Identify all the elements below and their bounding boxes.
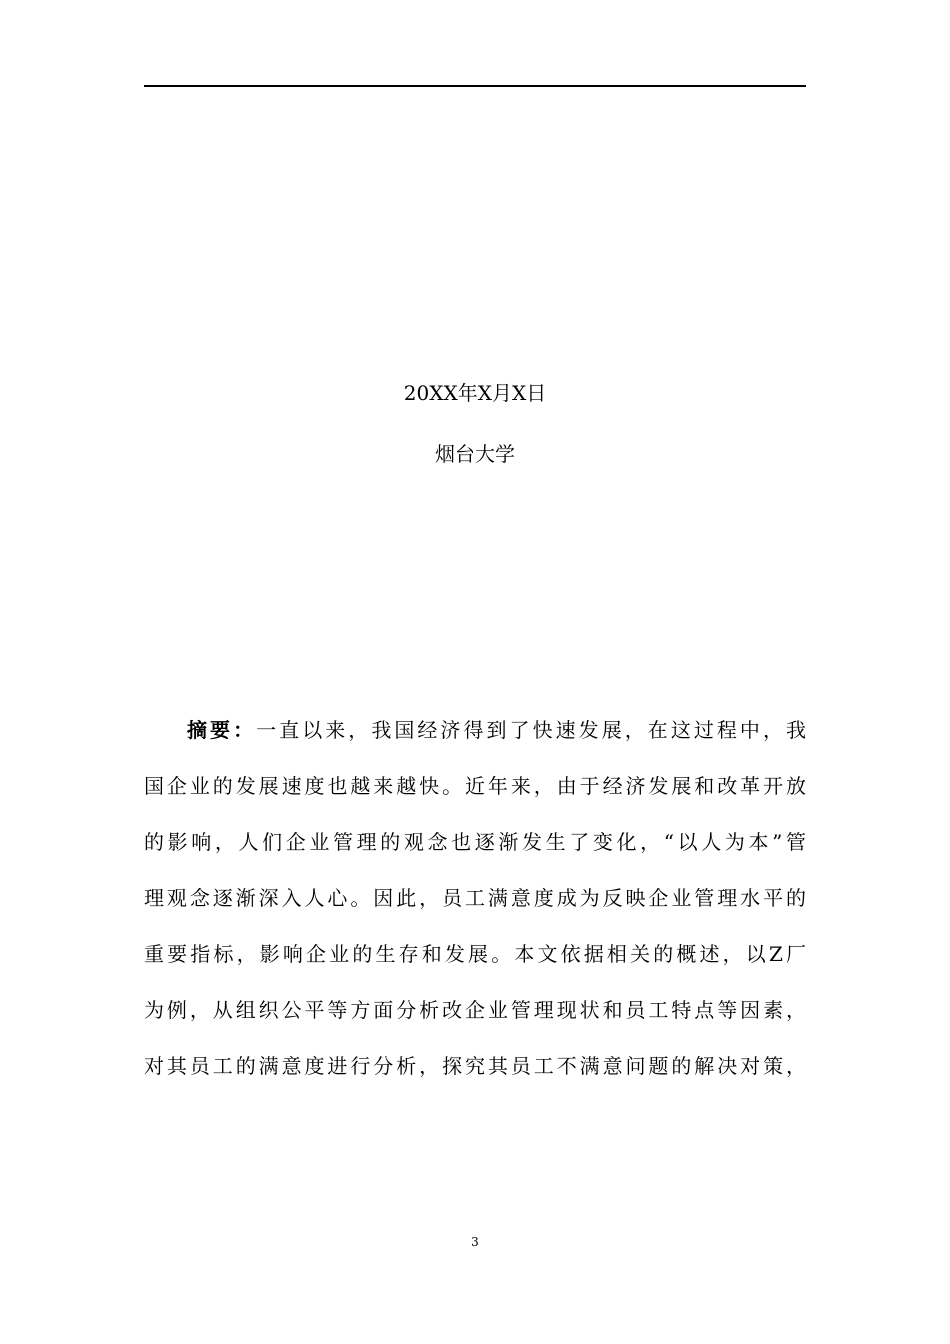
abstract-text-line: 理观念逐渐深入人心。因此，员工满意度成为反映企业管理水平的 bbox=[144, 886, 806, 910]
abstract-text-line: 重要指标，影响企业的生存和发展。本文依据相关的概述，以Z厂 bbox=[144, 942, 806, 966]
abstract-text-line: 一直以来，我国经济得到了快速发展，在这过程中，我 bbox=[256, 718, 807, 742]
abstract-text-line: 的影响，人们企业管理的观念也逐渐发生了变化，“以人为本”管 bbox=[144, 830, 806, 854]
abstract-first-line bbox=[144, 710, 806, 766]
abstract-text-line: 国企业的发展速度也越来越快。近年来，由于经济发展和改革开放 bbox=[144, 774, 806, 798]
page-number: 3 bbox=[471, 1235, 479, 1249]
abstract-text-line: 对其员工的满意度进行分析，探究其员工不满意问题的解决对策， bbox=[144, 1054, 806, 1078]
university-name: 烟台大学 bbox=[435, 442, 515, 466]
abstract-section bbox=[144, 710, 806, 1102]
header-rule bbox=[144, 85, 806, 87]
date-line: 20XX年X月X日 bbox=[403, 381, 547, 405]
abstract-text-line: 为例，从组织公平等方面分析改企业管理现状和员工特点等因素， bbox=[144, 998, 806, 1022]
abstract-label: 摘要： bbox=[187, 718, 257, 742]
